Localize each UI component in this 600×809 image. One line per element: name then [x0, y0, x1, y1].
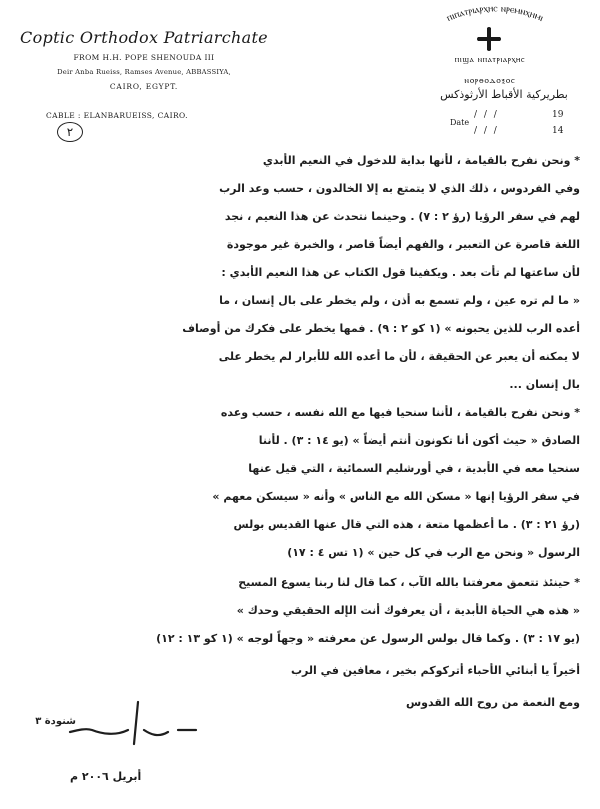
date-label: Date: [450, 118, 470, 127]
body-line: الرسول « ونحن مع الرب في كل حين » (١ تس ٤ : ١٧): [287, 546, 580, 559]
body-line: (رؤ ٢١ : ٣) . ما أعظمها متعة ، هذه التي قال عنها القديس بولس: [233, 518, 580, 531]
arabic-org-name: بطريركية الأقباط الأرثوذكس: [440, 88, 568, 101]
date-slots-1: / / /: [474, 110, 499, 120]
body-line: الصادق « حيث أكون أنا تكونون أنتم أيضاً » (يو ١٤ : ٣) . لأننا: [258, 434, 580, 447]
body-line: * ونحن نفرح بالقيامة ، لأننا سنحيا فيها مع الله نفسه ، حسب وعده: [220, 406, 580, 419]
address-line: Deir Anba Rueiss, Ramses Avenue, ABBASSIYA,: [57, 68, 231, 76]
date-slots-2: / / /: [474, 126, 499, 136]
body-line: اللغة قاصرة عن التعبير ، والفهم أيضاً قاصر ، والخبرة غير موجودة: [226, 238, 580, 251]
body-line: « هذه هي الحياة الأبدية ، أن يعرفوك أنت الإله الحقيقي وحدك »: [236, 604, 580, 617]
coptic-arc-label: ⲡⲓⲡⲁⲧⲣⲓⲁⲣⲭⲏⲥ ⲛⲣⲉⲙⲛⲭⲏⲙⲓ: [445, 6, 546, 25]
body-line: * ونحن نفرح بالقيامة ، لأنها بداية للدخول في النعيم الأبدي: [262, 154, 580, 167]
date-year-1: 19: [552, 110, 564, 120]
org-name: Coptic Orthodox Patriarchate: [20, 28, 268, 47]
signature-name: شنودة ٣: [35, 716, 76, 727]
coptic-subtitle-2: ⲛⲟⲣⲑⲟⲇⲟⲝⲟⲥ: [464, 76, 516, 86]
city-line: CAIRO, EGYPT.: [109, 82, 179, 91]
coptic-cross-icon: [476, 26, 502, 52]
body-line: بال إنسان ...: [509, 378, 580, 391]
coptic-subtitle: ⲡⲓϣⲁ ⲛⲡⲁⲧⲣⲓⲁⲣⲭⲏⲥ: [454, 55, 526, 65]
page-number: ٢: [57, 122, 83, 142]
body-line: في سفر الرؤيا إنها « مسكن الله مع الناس » وأنه « سيسكن معهم »: [212, 490, 580, 503]
body-line: أخيراً يا أبنائي الأحباء أتركوكم بخير ، معافين في الرب: [290, 664, 580, 677]
body-line: * حينئذ تتعمق معرفتنا بالله الآب ، كما قال لنا ربنا يسوع المسيح: [238, 576, 580, 589]
body-line: ومع النعمة من روح الله القدوس: [405, 696, 580, 709]
body-line: لأن ساعتها لم تأت بعد . ويكفينا قول الكتاب عن هذا النعيم الأبدي :: [221, 266, 580, 279]
body-line: لهم في سفر الرؤيا (رؤ ٢ : ٧) . وحينما نتحدث عن هذا النعيم ، نجد: [224, 210, 580, 223]
letterhead-left: [14, 28, 274, 91]
from-line: FROM H.H. POPE SHENOUDA III: [73, 53, 215, 62]
body-line: « ما لم تره عين ، ولم تسمع به أذن ، ولم يخطر على بال إنسان ، ما: [219, 294, 580, 307]
body-line: سنحيا معه في الأبدية ، في أورشليم السمائية ، التي قيل عنها: [248, 462, 580, 475]
signature-date: أبريل ٢٠٠٦ م: [70, 770, 142, 783]
date-year-2: 14: [552, 126, 564, 136]
body-line: لا يمكنه أن يعبر عن الحقيقة ، لأن ما أعده الله للأبرار لم يخطر على: [218, 350, 580, 363]
cable-line: CABLE : ELANBARUEISS, CAIRO.: [46, 111, 188, 120]
body-line: (يو ١٧ : ٣) . وكما قال بولس الرسول عن معرفته « وجهاً لوجه » (١ كو ١٣ : ١٢): [156, 632, 580, 645]
body-line: أعده الرب للذين يحبونه » (١ كو ٢ : ٩) . فمها يخطر على فكرك من أوصاف: [182, 322, 580, 335]
signature-mark: [35, 700, 208, 750]
body-line: وفي الفردوس ، ذلك الذي لا يتمتع به إلا الخالدون ، حسب وعد الرب: [219, 182, 580, 195]
